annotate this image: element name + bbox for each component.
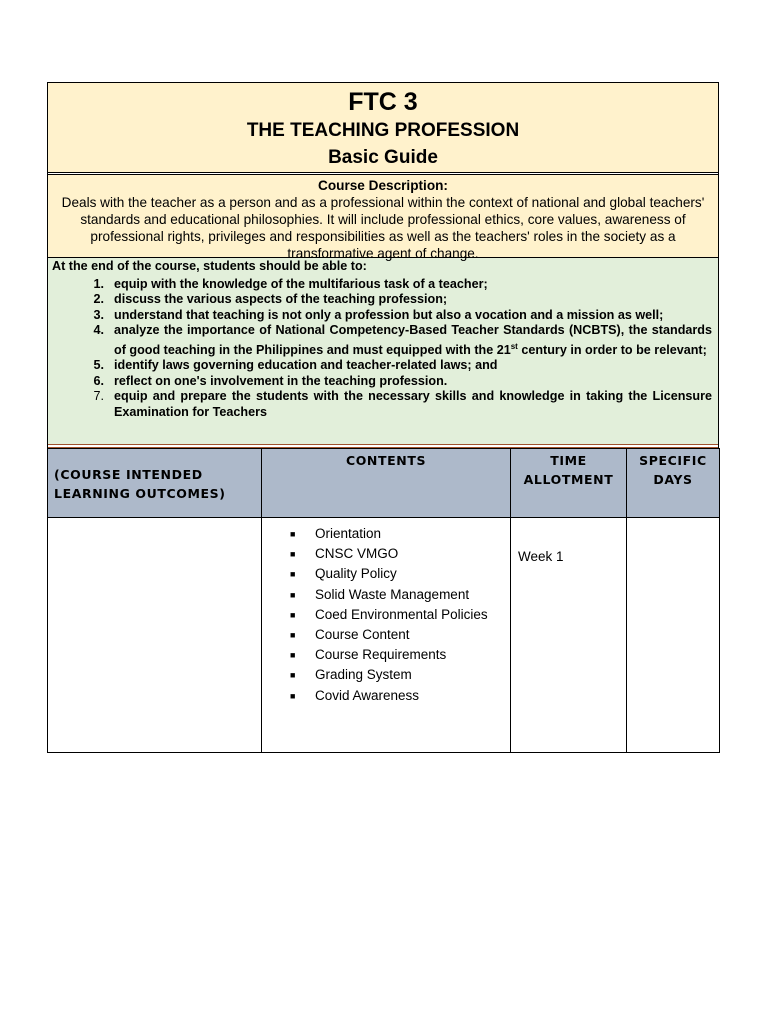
ordinal-suffix: st <box>510 341 518 351</box>
list-item <box>290 585 510 605</box>
content-item: Course Requirements <box>315 647 447 663</box>
bullet-icon: ■ <box>290 589 296 600</box>
list-item <box>290 686 510 706</box>
bullet-icon: ■ <box>290 650 296 661</box>
content-item: Covid Awareness <box>315 687 420 703</box>
outcome-number: 5. <box>93 358 104 373</box>
outcome-number: 3. <box>93 307 104 322</box>
content-item: Quality Policy <box>315 566 397 582</box>
list-item <box>52 308 712 324</box>
outcome-text: reflect on one's involvement in the teaching profession. <box>114 373 448 388</box>
bullet-icon: ■ <box>290 609 296 620</box>
list-item <box>290 665 510 685</box>
column-header-time: TIME ALLOTMENT <box>511 449 627 518</box>
content-item: Solid Waste Management <box>315 586 470 602</box>
content-item: Coed Environmental Policies <box>315 606 488 622</box>
outcome-text: understand that teaching is not only a profession but also a vocation and a mission as well; <box>114 307 664 322</box>
time-cell: Week 1 <box>511 518 627 753</box>
outcome-text: equip and prepare the students with the necessary skills and knowledge in taking the Licensure Examination for Teachers <box>114 389 712 419</box>
bullet-icon: ■ <box>290 569 296 580</box>
outcome-number: 7. <box>93 389 104 404</box>
bullet-icon: ■ <box>290 690 296 701</box>
outcome-number: 1. <box>93 276 104 291</box>
outcome-number: 6. <box>93 373 104 388</box>
outcomes-intro: At the end of the course, students should be able to: <box>52 259 367 273</box>
title-block <box>47 82 719 173</box>
list-item <box>290 645 510 665</box>
list-item <box>52 358 712 374</box>
course-subtitle: Basic Guide <box>328 147 438 168</box>
contents-cell <box>262 518 511 753</box>
column-header-days: SPECIFIC DAYS <box>627 449 720 518</box>
content-item: Course Content <box>315 627 410 643</box>
list-item <box>52 323 712 358</box>
outcome-text: analyze the importance of National Competency-Based Teacher Standards (NCBTS), the standards of good teaching in the Philippines and must equipped with the 21st century in order to be relevant; <box>114 323 712 357</box>
bullet-icon: ■ <box>290 630 296 641</box>
outcomes-list <box>52 277 712 421</box>
content-item: Orientation <box>315 526 382 541</box>
bullet-icon: ■ <box>290 529 296 539</box>
description-heading: Course Description: <box>318 178 448 193</box>
list-item <box>52 374 712 390</box>
double-divider <box>47 444 719 448</box>
list-item <box>290 625 510 645</box>
outcome-number: 4. <box>93 323 104 337</box>
course-plan-table <box>47 448 720 753</box>
days-cell <box>627 518 720 753</box>
outcome-text: identify laws governing education and teacher-related laws; and <box>114 358 498 373</box>
list-item <box>52 277 712 293</box>
outcome-text: discuss the various aspects of the teaching profession; <box>114 292 448 306</box>
list-item <box>52 292 712 308</box>
course-description <box>47 174 719 261</box>
column-header-contents: CONTENTS <box>262 449 511 518</box>
list-item <box>290 544 510 564</box>
table-header-row <box>48 449 720 518</box>
column-header-ilo: (COURSE INTENDED LEARNING OUTCOMES) <box>48 449 262 518</box>
table-row <box>48 518 720 753</box>
list-item <box>290 564 510 584</box>
course-title: THE TEACHING PROFESSION <box>246 120 520 141</box>
ilo-cell <box>48 518 262 753</box>
list-item <box>290 605 510 625</box>
description-text: Deals with the teacher as a person and as a professional within the context of national and global teachers' standards and educational philosophies. It will include professional ethics, core values, awareness of professional rights, privileges and responsibilities as well as the teachers' roles in the society as a transformative agent of change. <box>61 195 705 261</box>
outcome-text: equip with the knowledge of the multifarious task of a teacher; <box>114 276 488 291</box>
list-item <box>52 389 712 420</box>
contents-list <box>262 524 510 706</box>
course-guide-document <box>47 82 719 753</box>
content-item: CNSC VMGO <box>315 546 399 562</box>
content-item: Grading System <box>315 667 412 683</box>
bullet-icon: ■ <box>290 670 296 681</box>
outcome-number: 2. <box>93 292 104 306</box>
learning-outcomes <box>47 258 719 444</box>
list-item <box>290 524 510 544</box>
course-code: FTC 3 <box>348 88 418 116</box>
bullet-icon: ■ <box>290 549 296 560</box>
